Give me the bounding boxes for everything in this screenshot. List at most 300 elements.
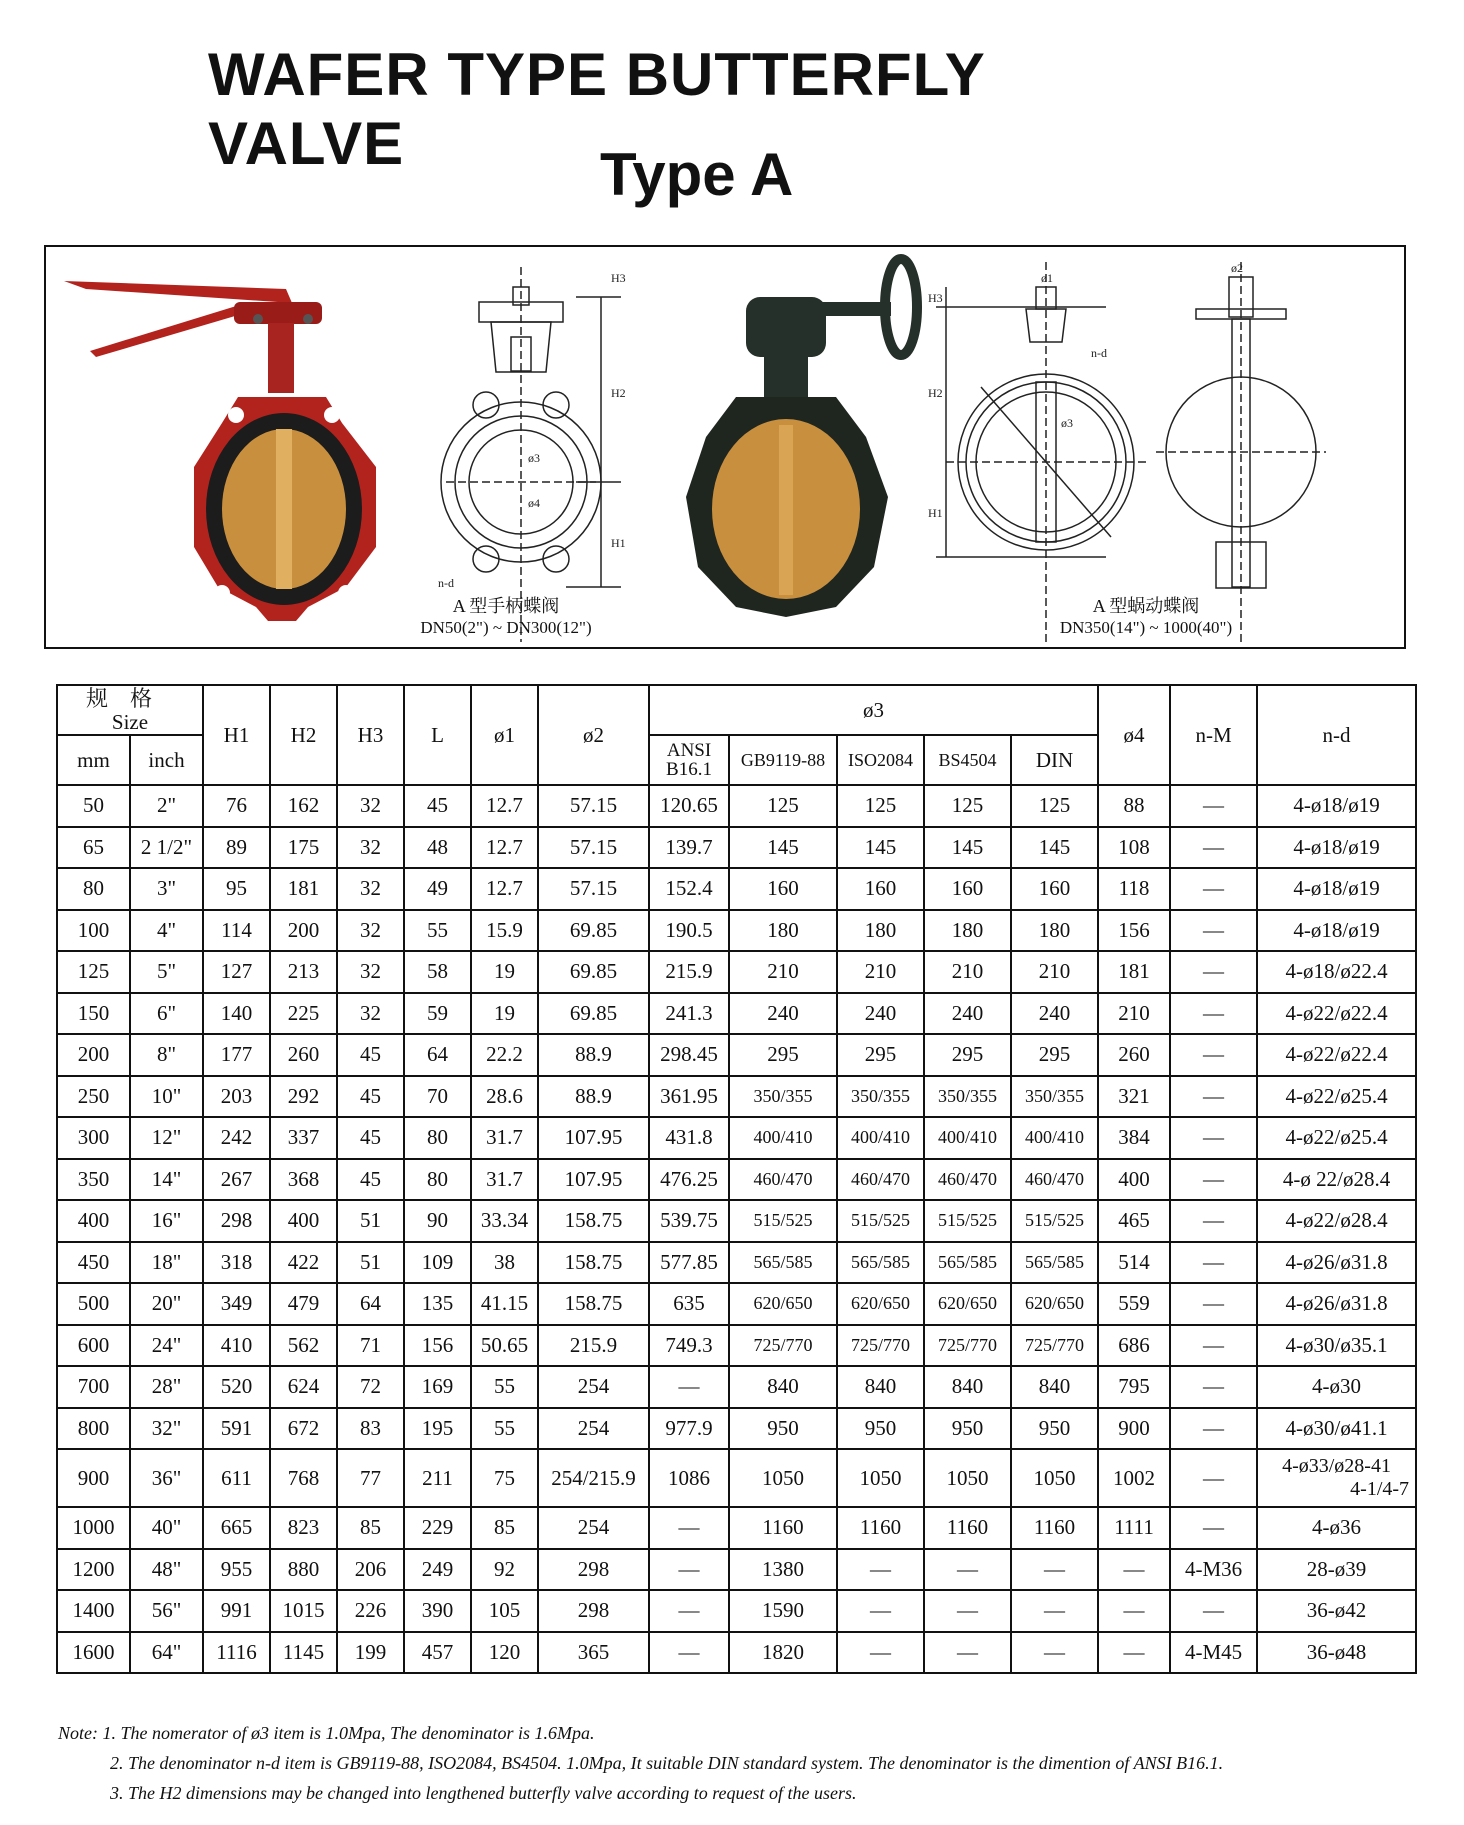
note-3: 3. The H2 dimensions may be changed into lengthened butterfly valve according to request of the users. [110,1783,857,1803]
cell-bs: — [924,1590,1011,1632]
notes [58,1718,1428,1808]
cell-nm: — [1170,1283,1257,1325]
cell-ansi: 215.9 [649,951,729,993]
cell-nm: — [1170,1590,1257,1632]
table-row [57,1034,1416,1076]
label-h3-handle: H3 [611,271,626,285]
cell-h3: 32 [337,785,404,827]
page-title: WAFER TYPE BUTTERFLY VALVE [208,41,985,177]
table-row [57,1117,1416,1159]
cell-din: 350/355 [1011,1076,1098,1118]
cell-gb: 460/470 [729,1159,837,1201]
cell-inch: 5" [130,951,203,993]
cell-h1: 140 [203,993,270,1035]
cell-h2: 400 [270,1200,337,1242]
cell-iso: 210 [837,951,924,993]
cell-phi4: 88 [1098,785,1170,827]
cell-ansi: 139.7 [649,827,729,869]
label-phi1-gear: ø1 [1041,271,1053,285]
cell-ansi: — [649,1549,729,1591]
cell-nm: — [1170,827,1257,869]
table-body [57,785,1416,1673]
cell-phi1: 15.9 [471,910,538,952]
cell-phi1: 12.7 [471,827,538,869]
cell-bs: — [924,1632,1011,1674]
table-row [57,1632,1416,1674]
cell-nm: — [1170,868,1257,910]
cell-phi4: 559 [1098,1283,1170,1325]
cell-ansi: 190.5 [649,910,729,952]
figure-panel [44,245,1406,649]
cell-l: 70 [404,1076,471,1118]
cell-phi2: 107.95 [538,1159,649,1201]
cell-h3: 32 [337,951,404,993]
cell-din: 620/650 [1011,1283,1098,1325]
cell-ansi: 635 [649,1283,729,1325]
cell-ansi: 577.85 [649,1242,729,1284]
cell-h2: 213 [270,951,337,993]
header-l: L [404,685,471,785]
cell-nd: 4-ø33/ø28-41 4-1/4-7 [1257,1449,1416,1507]
cell-ansi: — [649,1590,729,1632]
cell-h2: 768 [270,1449,337,1507]
cell-nm: — [1170,1325,1257,1367]
cell-phi4: 900 [1098,1408,1170,1450]
label-h3-gear: H3 [928,291,943,305]
cell-nd: 4-ø30/ø35.1 [1257,1325,1416,1367]
cell-nm: — [1170,1449,1257,1507]
cell-l: 229 [404,1507,471,1549]
cell-h3: 51 [337,1200,404,1242]
cell-mm: 200 [57,1034,130,1076]
cell-nd: 4-ø26/ø31.8 [1257,1283,1416,1325]
cell-inch: 16" [130,1200,203,1242]
cell-inch: 28" [130,1366,203,1408]
cell-nd: 28-ø39 [1257,1549,1416,1591]
cell-h2: 422 [270,1242,337,1284]
cell-l: 156 [404,1325,471,1367]
cell-nd: 36-ø42 [1257,1590,1416,1632]
note-1: Note: 1. The nomerator of ø3 item is 1.0Mpa, The denominator is 1.6Mpa. [58,1723,595,1743]
cell-phi4: 321 [1098,1076,1170,1118]
table-row [57,1590,1416,1632]
cell-iso: 350/355 [837,1076,924,1118]
cell-phi2: 158.75 [538,1242,649,1284]
header-h2: H2 [270,685,337,785]
cell-ansi: 476.25 [649,1159,729,1201]
cell-h1: 991 [203,1590,270,1632]
cell-ansi: 749.3 [649,1325,729,1367]
cell-phi1: 31.7 [471,1117,538,1159]
cell-h2: 181 [270,868,337,910]
table-row [57,910,1416,952]
cell-phi1: 105 [471,1590,538,1632]
cell-din: 180 [1011,910,1098,952]
cell-h3: 77 [337,1449,404,1507]
cell-iso: 180 [837,910,924,952]
cell-nd: 4-ø18/ø22.4 [1257,951,1416,993]
cell-bs: 725/770 [924,1325,1011,1367]
label-phi3-gear: ø3 [1061,416,1073,430]
cell-inch: 36" [130,1449,203,1507]
cell-h2: 368 [270,1159,337,1201]
cell-phi1: 12.7 [471,868,538,910]
cell-phi4: 1111 [1098,1507,1170,1549]
header-din: DIN [1011,735,1098,785]
cell-iso: 295 [837,1034,924,1076]
cell-nm: 4-M45 [1170,1632,1257,1674]
cell-din: 160 [1011,868,1098,910]
cell-nm: — [1170,785,1257,827]
cell-bs: 950 [924,1408,1011,1450]
cell-phi4: 118 [1098,868,1170,910]
cell-nd: 4-ø22/ø25.4 [1257,1117,1416,1159]
cell-l: 58 [404,951,471,993]
cell-din: 515/525 [1011,1200,1098,1242]
cell-h1: 76 [203,785,270,827]
cell-bs: 180 [924,910,1011,952]
cell-inch: 10" [130,1076,203,1118]
cell-bs: 145 [924,827,1011,869]
cell-h1: 114 [203,910,270,952]
cell-nd: 4-ø22/ø25.4 [1257,1076,1416,1118]
cell-l: 64 [404,1034,471,1076]
cell-phi4: 108 [1098,827,1170,869]
cell-ansi: 977.9 [649,1408,729,1450]
table-row [57,1200,1416,1242]
cell-iso: — [837,1632,924,1674]
cell-phi2: 69.85 [538,951,649,993]
table-row [57,1242,1416,1284]
cell-h2: 260 [270,1034,337,1076]
cell-phi1: 41.15 [471,1283,538,1325]
cell-inch: 48" [130,1549,203,1591]
header-phi2: ø2 [538,685,649,785]
cell-ansi: 120.65 [649,785,729,827]
cell-h1: 1116 [203,1632,270,1674]
cell-bs: 515/525 [924,1200,1011,1242]
cell-mm: 300 [57,1117,130,1159]
cell-inch: 8" [130,1034,203,1076]
cell-h3: 45 [337,1034,404,1076]
cell-nm: — [1170,1034,1257,1076]
gear-valve-caption [976,592,1316,638]
cell-ansi: — [649,1632,729,1674]
cell-nm: — [1170,1159,1257,1201]
cell-phi4: 384 [1098,1117,1170,1159]
cell-h2: 200 [270,910,337,952]
cell-nd: 4-ø22/ø22.4 [1257,1034,1416,1076]
cell-ansi: 539.75 [649,1200,729,1242]
cell-gb: 1160 [729,1507,837,1549]
gear-valve-name: A 型蜗动蝶阀 [1092,596,1200,616]
cell-mm: 250 [57,1076,130,1118]
cell-h2: 880 [270,1549,337,1591]
cell-l: 135 [404,1283,471,1325]
spec-table [56,684,1417,1674]
cell-phi2: 215.9 [538,1325,649,1367]
header-phi1: ø1 [471,685,538,785]
cell-l: 390 [404,1590,471,1632]
table-header [57,685,1416,785]
header-ansi-line2: B16.1 [666,759,712,780]
cell-bs: 620/650 [924,1283,1011,1325]
cell-ansi: 1086 [649,1449,729,1507]
cell-inch: 3" [130,868,203,910]
cell-nd: 4-ø18/ø19 [1257,910,1416,952]
cell-mm: 125 [57,951,130,993]
cell-bs: 840 [924,1366,1011,1408]
cell-h3: 206 [337,1549,404,1591]
table-row [57,1449,1416,1507]
cell-gb: 620/650 [729,1283,837,1325]
cell-phi2: 88.9 [538,1034,649,1076]
cell-inch: 12" [130,1117,203,1159]
table-row [57,1507,1416,1549]
cell-phi2: 69.85 [538,910,649,952]
cell-inch: 4" [130,910,203,952]
cell-h3: 32 [337,910,404,952]
cell-phi4: 260 [1098,1034,1170,1076]
table-row [57,1325,1416,1367]
cell-phi1: 28.6 [471,1076,538,1118]
cell-phi1: 22.2 [471,1034,538,1076]
cell-h1: 95 [203,868,270,910]
cell-bs: 125 [924,785,1011,827]
cell-bs: 240 [924,993,1011,1035]
cell-mm: 80 [57,868,130,910]
cell-phi2: 298 [538,1549,649,1591]
cell-h3: 199 [337,1632,404,1674]
cell-l: 45 [404,785,471,827]
cell-nd: 4-ø30 [1257,1366,1416,1408]
cell-phi4: 400 [1098,1159,1170,1201]
cell-iso: 565/585 [837,1242,924,1284]
cell-din: 240 [1011,993,1098,1035]
cell-phi4: 210 [1098,993,1170,1035]
cell-h1: 242 [203,1117,270,1159]
cell-gb: 145 [729,827,837,869]
cell-h1: 127 [203,951,270,993]
cell-bs: 160 [924,868,1011,910]
cell-iso: 400/410 [837,1117,924,1159]
cell-phi1: 19 [471,951,538,993]
cell-bs: 350/355 [924,1076,1011,1118]
figure-drawings [46,247,1404,647]
cell-gb: 725/770 [729,1325,837,1367]
cell-gb: 180 [729,910,837,952]
cell-h3: 32 [337,993,404,1035]
cell-gb: 1050 [729,1449,837,1507]
cell-phi1: 38 [471,1242,538,1284]
cell-h3: 83 [337,1408,404,1450]
cell-phi1: 92 [471,1549,538,1591]
cell-gb: 210 [729,951,837,993]
cell-phi2: 254 [538,1366,649,1408]
table-row [57,1408,1416,1450]
cell-phi1: 31.7 [471,1159,538,1201]
cell-nd: 4-ø26/ø31.8 [1257,1242,1416,1284]
cell-nm: — [1170,951,1257,993]
header-phi3: ø3 [649,685,1098,735]
cell-h1: 203 [203,1076,270,1118]
cell-h1: 267 [203,1159,270,1201]
cell-iso: 725/770 [837,1325,924,1367]
handle-valve-range: DN50(2") ~ DN300(12") [420,618,592,637]
cell-gb: 1380 [729,1549,837,1591]
cell-phi1: 120 [471,1632,538,1674]
cell-mm: 700 [57,1366,130,1408]
cell-bs: 1050 [924,1449,1011,1507]
cell-mm: 800 [57,1408,130,1450]
cell-l: 59 [404,993,471,1035]
cell-h1: 611 [203,1449,270,1507]
cell-gb: 160 [729,868,837,910]
cell-ansi: — [649,1366,729,1408]
cell-din: 210 [1011,951,1098,993]
cell-iso: 515/525 [837,1200,924,1242]
cell-din: 950 [1011,1408,1098,1450]
cell-ansi: 152.4 [649,868,729,910]
cell-mm: 450 [57,1242,130,1284]
cell-din: 400/410 [1011,1117,1098,1159]
cell-h1: 318 [203,1242,270,1284]
cell-nm: — [1170,993,1257,1035]
cell-phi4: 181 [1098,951,1170,993]
header-phi4: ø4 [1098,685,1170,785]
cell-ansi: 241.3 [649,993,729,1035]
cell-bs: 400/410 [924,1117,1011,1159]
cell-nd: 4-ø18/ø19 [1257,785,1416,827]
cell-inch: 2 1/2" [130,827,203,869]
cell-ansi: — [649,1507,729,1549]
cell-h1: 410 [203,1325,270,1367]
header-ansi-line1: ANSI [666,740,712,761]
cell-l: 169 [404,1366,471,1408]
cell-h3: 226 [337,1590,404,1632]
cell-mm: 1200 [57,1549,130,1591]
cell-phi2: 254 [538,1408,649,1450]
cell-din: 145 [1011,827,1098,869]
cell-l: 80 [404,1159,471,1201]
cell-din: — [1011,1549,1098,1591]
cell-mm: 900 [57,1449,130,1507]
table-row [57,1159,1416,1201]
cell-mm: 500 [57,1283,130,1325]
cell-iso: — [837,1590,924,1632]
cell-phi4: 465 [1098,1200,1170,1242]
cell-iso: 240 [837,993,924,1035]
header-gb: GB9119-88 [729,735,837,785]
cell-nm: — [1170,1242,1257,1284]
cell-bs: 1160 [924,1507,1011,1549]
cell-iso: — [837,1549,924,1591]
cell-h1: 955 [203,1549,270,1591]
table-row [57,951,1416,993]
cell-h2: 479 [270,1283,337,1325]
cell-phi4: — [1098,1590,1170,1632]
cell-inch: 64" [130,1632,203,1674]
cell-inch: 56" [130,1590,203,1632]
cell-nd: 4-ø36 [1257,1507,1416,1549]
cell-ansi: 298.45 [649,1034,729,1076]
cell-h3: 71 [337,1325,404,1367]
cell-h1: 665 [203,1507,270,1549]
cell-l: 49 [404,868,471,910]
cell-h2: 672 [270,1408,337,1450]
cell-mm: 150 [57,993,130,1035]
cell-nm: — [1170,1366,1257,1408]
cell-iso: 125 [837,785,924,827]
cell-phi2: 57.15 [538,868,649,910]
table-row [57,785,1416,827]
cell-din: 1050 [1011,1449,1098,1507]
cell-phi2: 88.9 [538,1076,649,1118]
header-bs: BS4504 [924,735,1011,785]
cell-h2: 1015 [270,1590,337,1632]
cell-din: — [1011,1590,1098,1632]
cell-iso: 160 [837,868,924,910]
cell-nd: 4-ø22/ø22.4 [1257,993,1416,1035]
cell-nm: — [1170,1200,1257,1242]
cell-phi1: 50.65 [471,1325,538,1367]
cell-phi2: 57.15 [538,785,649,827]
cell-phi1: 19 [471,993,538,1035]
cell-mm: 1400 [57,1590,130,1632]
cell-gb: 400/410 [729,1117,837,1159]
cell-phi4: 686 [1098,1325,1170,1367]
cell-bs: 565/585 [924,1242,1011,1284]
cell-phi1: 75 [471,1449,538,1507]
cell-nd: 4-ø30/ø41.1 [1257,1408,1416,1450]
cell-gb: 1820 [729,1632,837,1674]
cell-din: 725/770 [1011,1325,1098,1367]
cell-l: 195 [404,1408,471,1450]
cell-h2: 225 [270,993,337,1035]
header-size-zh: 规格 [86,686,175,712]
cell-l: 109 [404,1242,471,1284]
cell-inch: 18" [130,1242,203,1284]
header-h3: H3 [337,685,404,785]
cell-inch: 14" [130,1159,203,1201]
cell-gb: 240 [729,993,837,1035]
cell-iso: 460/470 [837,1159,924,1201]
cell-h2: 823 [270,1507,337,1549]
cell-phi4: 514 [1098,1242,1170,1284]
header-mm: mm [57,735,130,785]
cell-h2: 624 [270,1366,337,1408]
cell-gb: 515/525 [729,1200,837,1242]
cell-nd: 4-ø 22/ø28.4 [1257,1159,1416,1201]
cell-mm: 400 [57,1200,130,1242]
cell-h2: 175 [270,827,337,869]
cell-din: 295 [1011,1034,1098,1076]
cell-l: 457 [404,1632,471,1674]
cell-h3: 32 [337,868,404,910]
cell-phi1: 55 [471,1408,538,1450]
cell-mm: 50 [57,785,130,827]
cell-gb: 1590 [729,1590,837,1632]
cell-mm: 1000 [57,1507,130,1549]
cell-h3: 72 [337,1366,404,1408]
table-row [57,1549,1416,1591]
cell-phi1: 85 [471,1507,538,1549]
cell-nm: — [1170,910,1257,952]
cell-phi4: 156 [1098,910,1170,952]
gear-valve-drawing [936,262,1146,642]
header-inch: inch [130,735,203,785]
cell-gb: 295 [729,1034,837,1076]
